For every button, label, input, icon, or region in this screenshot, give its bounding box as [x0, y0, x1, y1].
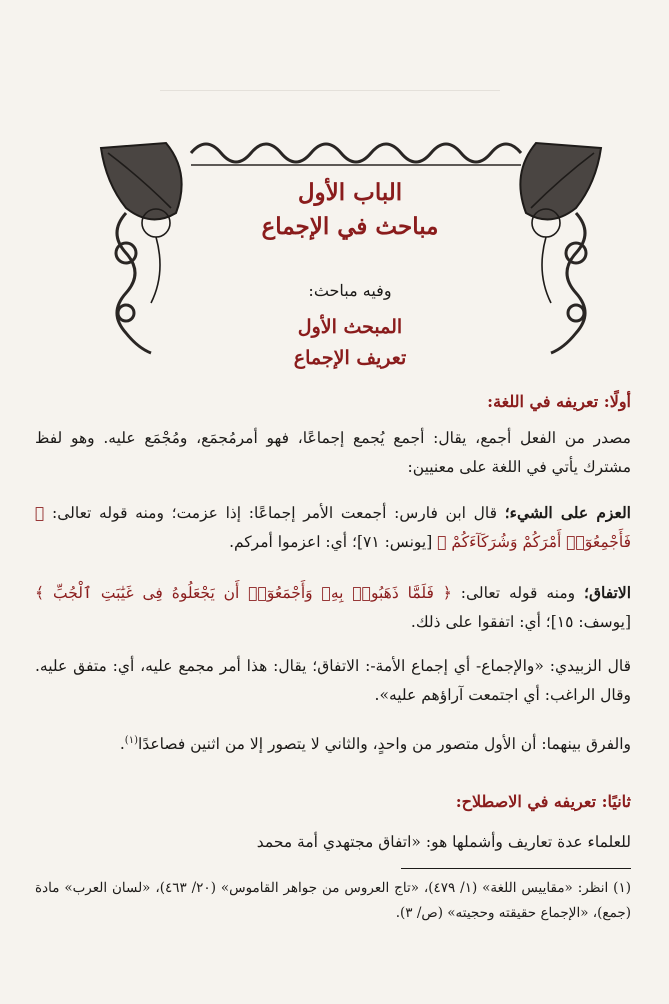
footnote-ref-1[interactable]: (١) — [124, 735, 138, 746]
chapter-number: الباب الأول — [297, 179, 403, 206]
term-agreement: الاتفاق؛ — [584, 583, 632, 602]
meaning1-ref: [يونس: ٧١]؛ أي: اعزموا أمركم. — [229, 533, 438, 551]
subheading-technical: ثانيًا: تعريفه في الاصطلاح: — [455, 792, 631, 811]
quran-verse-yusuf: ﴿ فَلَمَّا ذَهَبُوا۟ بِهِۦ وَأَجْمَعُوٓا۟ أَن يَجْعَلُوهُ فِى غَيَٰبَتِ ٱلْجُبِّ ﴾ — [35, 584, 452, 602]
footnote-divider — [401, 868, 631, 869]
chapter-intro: وفيه مباحث: — [308, 281, 392, 300]
meaning2-ref: [يوسف: ١٥]؛ أي: اتفقوا على ذلك. — [410, 613, 631, 631]
subheading-linguistic: أولًا: تعريفه في اللغة: — [487, 392, 631, 411]
chapter-title: مباحث في الإجماع — [261, 213, 439, 240]
section-title: تعريف الإجماع — [293, 347, 407, 369]
paragraph-meaning-resolve — [35, 498, 631, 557]
paragraph-difference: والفرق بينهما: أن الأول متصور من واحدٍ، والثاني لا يتصور إلا من اثنين فصاعدًا$^{(١)}$. — [119, 735, 631, 754]
show-through-header — [160, 70, 500, 91]
chapter-heading — [150, 176, 550, 244]
footnote-1: (١) انظر: «مقاييس اللغة» (١/ ٤٧٩)، «تاج العروس من جواهر القاموس» (٢٠/ ٤٦٣)، «لسان العرب» مادة (جمع)، «الإجماع حقيقته وحجيته» (ص/ ٣). — [35, 880, 631, 921]
paragraph-technical: للعلماء عدة تعاريف وأشملها هو: «اتفاق مجتهدي أمة محمد — [256, 833, 631, 851]
section-heading — [150, 312, 550, 374]
paragraph-zubaidi: قال الزبيدي: «والإجماع- أي إجماع الأمة-: الاتفاق؛ يقال: هذا أمر مجمع عليه، أي: متفق عليه. وقال الراغب: أي اجتمعت آراؤهم عليه». — [35, 657, 631, 704]
paragraph-meaning-agreement — [35, 578, 631, 637]
meaning1-text: قال ابن فارس: أجمعت الأمر إجماعًا: إذا عزمت؛ ومنه قوله تعالى: — [44, 504, 505, 522]
quran-verse-yunus: ﴿ فَأَجْمِعُوٓا۟ أَمْرَكُمْ وَشُرَكَآءَكُمْ ﴾ — [35, 504, 631, 551]
term-resolve: العزم على الشيء؛ — [504, 503, 631, 522]
difference-text: والفرق بينهما: أن الأول متصور من واحدٍ، والثاني لا يتصور إلا من اثنين فصاعدًا — [137, 735, 631, 754]
paragraph-linguistic-intro: مصدر من الفعل أجمع، يقال: أجمع يُجمع إجماعًا، فهو أمرمُجمَع، ومُجْمَع عليه. وهو لفظ مشترك يأتي في اللغة على معنيين: — [35, 429, 631, 476]
meaning2-text: ومنه قوله تعالى: — [451, 584, 585, 602]
section-number: المبحث الأول — [297, 316, 403, 338]
